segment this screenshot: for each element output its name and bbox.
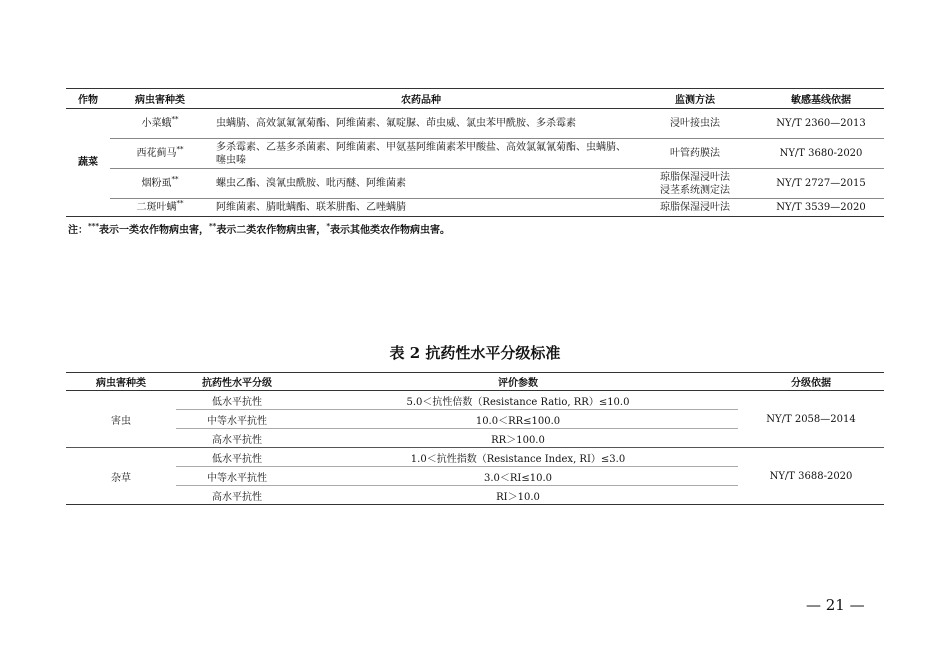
level-cell: 高水平抗性: [176, 486, 298, 505]
pest-cell: 西花蓟马**: [110, 139, 210, 169]
header-evaluation-param: 评价参数: [298, 373, 738, 391]
pest-type-cell: 杂草: [66, 448, 176, 505]
method-cell: 叶管药膜法: [632, 139, 758, 169]
method-cell: 琼脂保湿浸叶法: [632, 199, 758, 217]
pesticide-cell: 阿维菌素、腈吡螨酯、联苯肼酯、乙唑螨腈: [210, 199, 632, 217]
table-row: [66, 109, 884, 139]
header-pest-type: 病虫害种类: [66, 373, 176, 391]
pesticide-cell: 螺虫乙酯、溴氰虫酰胺、吡丙醚、阿维菌素: [210, 169, 632, 199]
pesticide-cell: 虫螨腈、高效氯氟氰菊酯、阿维菌素、氟啶脲、茚虫威、氯虫苯甲酰胺、多杀霉素: [210, 109, 632, 139]
table-1-header-row: [66, 89, 884, 109]
param-cell: 10.0＜RR≤100.0: [298, 410, 738, 429]
pest-cell: 小菜蛾**: [110, 109, 210, 139]
header-method: 监测方法: [632, 89, 758, 109]
table-2: [66, 372, 884, 505]
table-row: [66, 199, 884, 217]
table-1-note: 注：***表示一类农作物病虫害，**表示二类农作物病虫害，*表示其他类农作物病虫害。: [68, 221, 450, 236]
level-cell: 中等水平抗性: [176, 410, 298, 429]
header-pesticide: 农药品种: [210, 89, 632, 109]
basis-cell: NY/T 3539—2020: [758, 199, 884, 217]
page-number: — 21 —: [806, 596, 865, 614]
level-cell: 低水平抗性: [176, 391, 298, 410]
header-pest-type: 病虫害种类: [110, 89, 210, 109]
param-cell: 1.0＜抗性指数（Resistance Index, RI）≤3.0: [298, 448, 738, 467]
table-2-title: 表 2 抗药性水平分级标准: [389, 344, 561, 362]
header-basis: 分级依据: [738, 373, 884, 391]
table-row: [66, 448, 884, 467]
method-cell: 琼脂保湿浸叶法 浸茎系统测定法: [632, 169, 758, 199]
level-cell: 高水平抗性: [176, 429, 298, 448]
table-row: [66, 169, 884, 199]
param-cell: 5.0＜抗性倍数（Resistance Ratio, RR）≤10.0: [298, 391, 738, 410]
header-basis: 敏感基线依据: [758, 89, 884, 109]
param-cell: 3.0＜RI≤10.0: [298, 467, 738, 486]
pest-cell: 烟粉虱**: [110, 169, 210, 199]
header-resistance-level: 抗药性水平分级: [176, 373, 298, 391]
table-row: [66, 139, 884, 169]
basis-cell: NY/T 2360—2013: [758, 109, 884, 139]
basis-cell: NY/T 3680-2020: [758, 139, 884, 169]
basis-cell: NY/T 2058—2014: [738, 391, 884, 448]
pest-cell: 二斑叶螨**: [110, 199, 210, 217]
level-cell: 低水平抗性: [176, 448, 298, 467]
basis-cell: NY/T 2727—2015: [758, 169, 884, 199]
method-cell: 浸叶接虫法: [632, 109, 758, 139]
table-row: [66, 391, 884, 410]
basis-cell: NY/T 3688-2020: [738, 448, 884, 505]
pest-type-cell: 害虫: [66, 391, 176, 448]
header-crop: 作物: [66, 89, 110, 109]
table-2-header-row: [66, 373, 884, 391]
level-cell: 中等水平抗性: [176, 467, 298, 486]
param-cell: RR＞100.0: [298, 429, 738, 448]
crop-cell: 蔬菜: [66, 109, 110, 217]
table-1: [66, 88, 884, 217]
pesticide-cell: 多杀霉素、乙基多杀菌素、阿维菌素、甲氨基阿维菌素苯甲酸盐、高效氯氟氰菊酯、虫螨腈、噻虫嗪: [210, 139, 632, 169]
param-cell: RI＞10.0: [298, 486, 738, 505]
